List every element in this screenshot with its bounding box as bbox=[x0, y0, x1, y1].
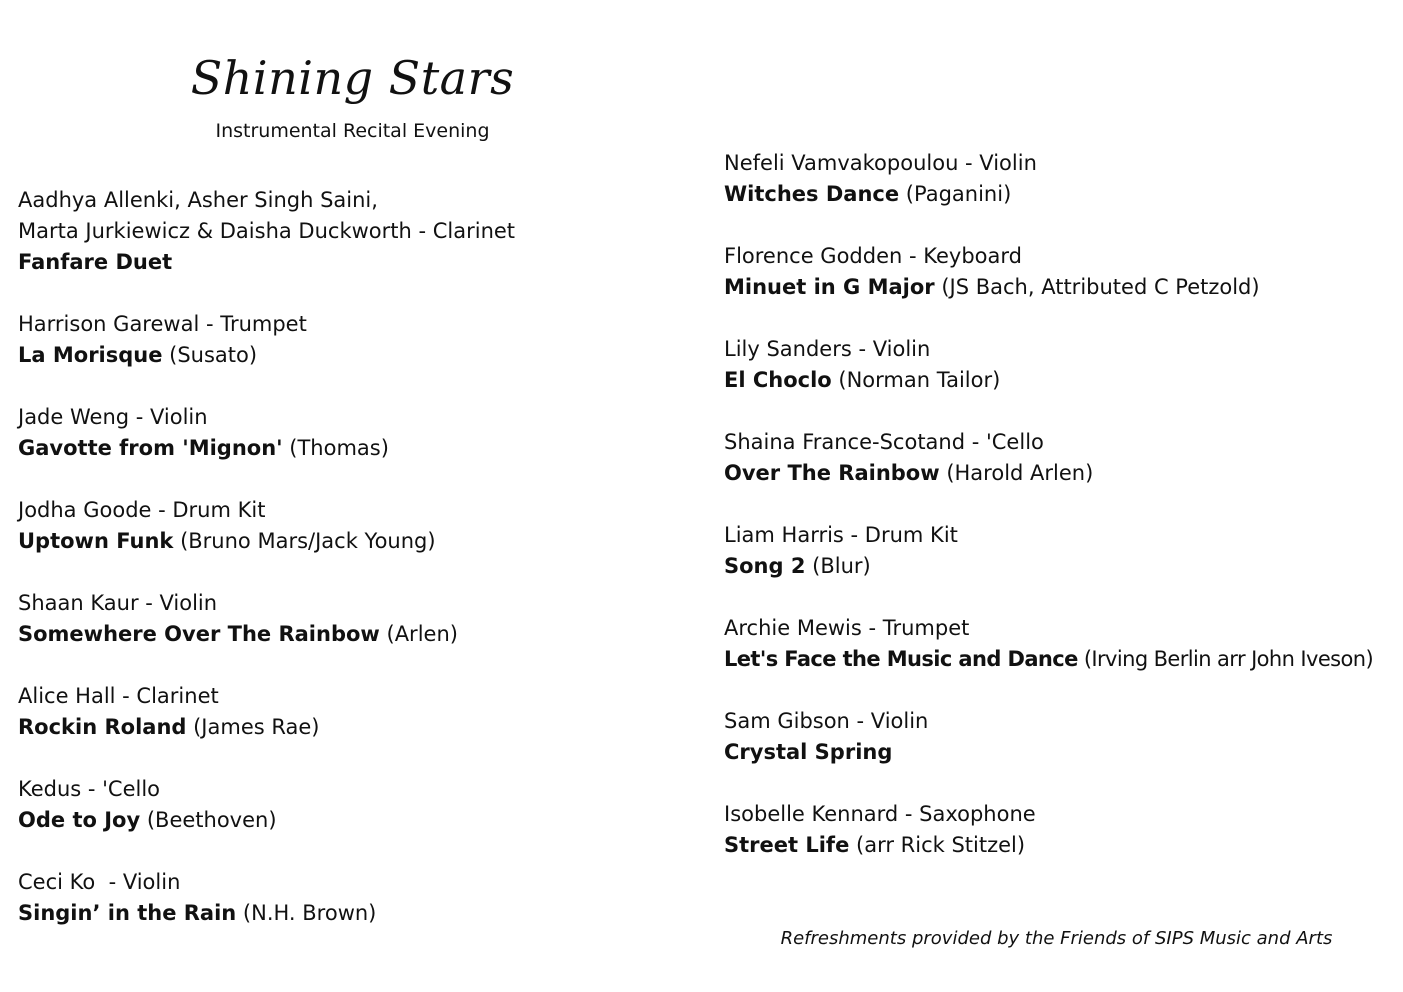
composer: (arr Rick Stitzel) bbox=[856, 833, 1026, 857]
performer-line: Nefeli Vamvakopoulou - Violin bbox=[724, 151, 1037, 175]
piece-line bbox=[724, 830, 1399, 861]
performer-line: Kedus - 'Cello bbox=[18, 777, 161, 801]
composer: (Blur) bbox=[812, 554, 871, 578]
programme-entry bbox=[18, 495, 698, 557]
piece-line bbox=[724, 551, 1399, 582]
piece-title: Minuet in G Major bbox=[724, 275, 935, 299]
piece-line bbox=[18, 247, 698, 278]
piece-title: Let's Face the Music and Dance bbox=[724, 647, 1078, 671]
piece-line bbox=[18, 898, 698, 929]
piece-line bbox=[724, 644, 1399, 675]
programme-entry bbox=[724, 148, 1399, 210]
programme-entry bbox=[724, 427, 1399, 489]
composer: (Susato) bbox=[169, 343, 258, 367]
performer-line: Liam Harris - Drum Kit bbox=[724, 523, 958, 547]
piece-title: Crystal Spring bbox=[724, 740, 893, 764]
programme-entry bbox=[18, 681, 698, 743]
composer: (Arlen) bbox=[386, 622, 458, 646]
piece-title: Ode to Joy bbox=[18, 808, 141, 832]
piece-title: Uptown Funk bbox=[18, 529, 174, 553]
page-title: Shining Stars bbox=[190, 51, 515, 105]
performer-line: Marta Jurkiewicz & Daisha Duckworth - Clarinet bbox=[18, 219, 516, 243]
piece-title: Fanfare Duet bbox=[18, 250, 173, 274]
piece-line bbox=[724, 365, 1399, 396]
programme-entry bbox=[724, 613, 1399, 675]
piece-title: La Morisque bbox=[18, 343, 163, 367]
footer-note: Refreshments provided by the Friends of SIPS Music and Arts bbox=[780, 928, 1333, 949]
performer-line: Ceci Ko - Violin bbox=[18, 870, 181, 894]
programme-entry bbox=[18, 774, 698, 836]
composer: (Paganini) bbox=[905, 182, 1012, 206]
programme-entry bbox=[18, 402, 698, 464]
piece-title: Street Life bbox=[724, 833, 850, 857]
programme-entry bbox=[724, 706, 1399, 768]
composer: (N.H. Brown) bbox=[242, 901, 377, 925]
piece-title: El Choclo bbox=[724, 368, 832, 392]
composer: (Irving Berlin arr John Iveson) bbox=[1083, 647, 1374, 671]
piece-line bbox=[18, 433, 698, 464]
piece-line bbox=[724, 179, 1399, 210]
performer-line: Jodha Goode - Drum Kit bbox=[18, 498, 266, 522]
piece-line bbox=[724, 272, 1399, 303]
piece-line bbox=[18, 712, 698, 743]
performer-line: Shaina France-Scotand - 'Cello bbox=[724, 430, 1044, 454]
performer-line: Alice Hall - Clarinet bbox=[18, 684, 219, 708]
programme-entry bbox=[724, 799, 1399, 861]
piece-line bbox=[18, 805, 698, 836]
composer: (James Rae) bbox=[193, 715, 320, 739]
performer-line: Jade Weng - Violin bbox=[18, 405, 208, 429]
performer-line: Isobelle Kennard - Saxophone bbox=[724, 802, 1036, 826]
composer: (Thomas) bbox=[289, 436, 389, 460]
composer: (Bruno Mars/Jack Young) bbox=[180, 529, 436, 553]
performer-line: Sam Gibson - Violin bbox=[724, 709, 929, 733]
performer-line: Harrison Garewal - Trumpet bbox=[18, 312, 307, 336]
performer-line: Shaan Kaur - Violin bbox=[18, 591, 218, 615]
piece-line bbox=[18, 526, 698, 557]
programme-header bbox=[0, 48, 705, 144]
programme-entry bbox=[18, 588, 698, 650]
piece-title: Witches Dance bbox=[724, 182, 900, 206]
piece-line bbox=[724, 458, 1399, 489]
piece-title: Somewhere Over The Rainbow bbox=[18, 622, 380, 646]
piece-line bbox=[18, 340, 698, 371]
piece-title: Singin’ in the Rain bbox=[18, 901, 237, 925]
programme-entry bbox=[18, 867, 698, 929]
programme-column-right bbox=[724, 148, 1399, 892]
programme-entry bbox=[724, 241, 1399, 303]
programme-entry bbox=[724, 334, 1399, 396]
page-subtitle: Instrumental Recital Evening bbox=[215, 120, 490, 142]
programme-entry bbox=[724, 520, 1399, 582]
programme-entry bbox=[18, 185, 698, 278]
piece-title: Song 2 bbox=[724, 554, 806, 578]
piece-line bbox=[724, 737, 1399, 768]
performer-line: Lily Sanders - Violin bbox=[724, 337, 931, 361]
composer: (Harold Arlen) bbox=[946, 461, 1094, 485]
performer-line: Florence Godden - Keyboard bbox=[724, 244, 1022, 268]
piece-title: Over The Rainbow bbox=[724, 461, 940, 485]
composer: (JS Bach, Attributed C Petzold) bbox=[941, 275, 1260, 299]
composer: (Beethoven) bbox=[146, 808, 277, 832]
composer: (Norman Tailor) bbox=[838, 368, 1001, 392]
programme-entry bbox=[18, 309, 698, 371]
programme-column-left bbox=[18, 185, 698, 960]
performer-line: Archie Mewis - Trumpet bbox=[724, 616, 970, 640]
piece-line bbox=[18, 619, 698, 650]
piece-title: Gavotte from 'Mignon' bbox=[18, 436, 283, 460]
performer-line: Aadhya Allenki, Asher Singh Saini, bbox=[18, 188, 378, 212]
piece-title: Rockin Roland bbox=[18, 715, 187, 739]
